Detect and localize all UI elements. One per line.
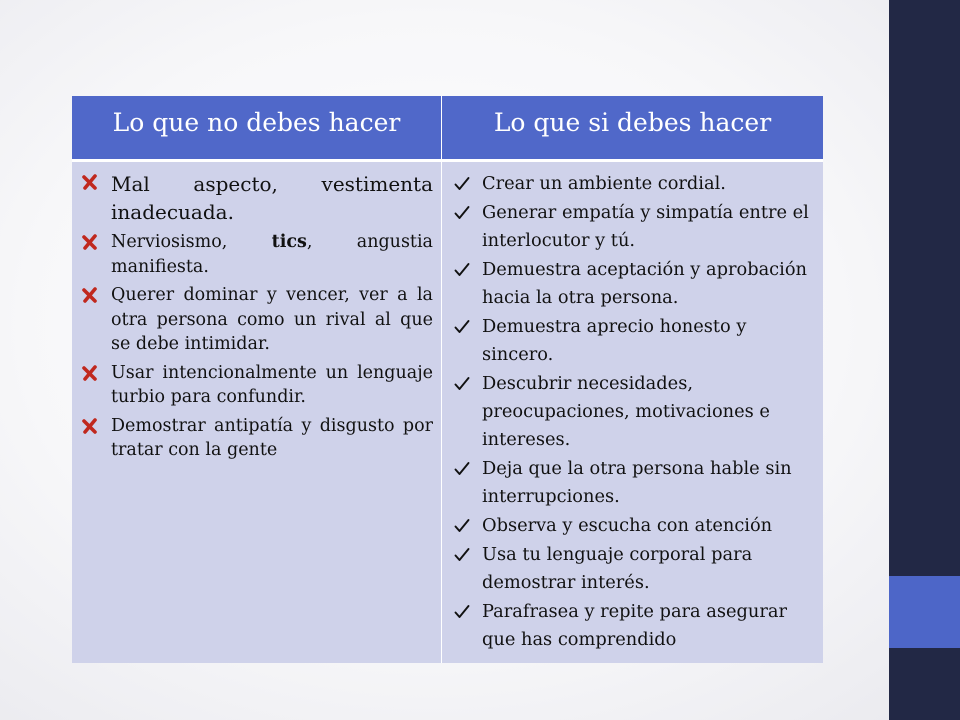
list-item: Mal aspecto, vestimenta inadecuada. [80, 170, 433, 226]
do-list [452, 170, 815, 654]
list-item: Nerviosismo, tics, angustia manifiesta. [80, 230, 433, 279]
list-item: Usa tu lenguaje corporal para demostrar interés. [452, 541, 815, 597]
list-item: Demuestra aceptación y aprobación hacia la otra persona. [452, 256, 815, 312]
do-cell [442, 162, 823, 663]
check-icon [454, 205, 470, 221]
header-dont-label: Lo que no debes hacer [112, 108, 401, 137]
list-item: Generar empatía y simpatía entre el interlocutor y tú. [452, 199, 815, 255]
dont-cell [72, 162, 442, 663]
cross-icon [82, 234, 98, 250]
list-item: Parafrasea y repite para asegurar que has comprendido [452, 598, 815, 654]
check-icon [454, 518, 470, 534]
list-item: Usar intencionalmente un lenguaje turbio para confundir. [80, 361, 433, 410]
check-icon [454, 176, 470, 192]
list-item: Demostrar antipatía y disgusto por tratar con la gente [80, 414, 433, 463]
check-icon [454, 319, 470, 335]
list-item: Deja que la otra persona hable sin interrupciones. [452, 455, 815, 511]
cross-icon [82, 174, 98, 190]
list-item: Querer dominar y vencer, ver a la otra persona como un rival al que se debe intimidar. [80, 283, 433, 357]
cross-icon [82, 365, 98, 381]
dont-list [80, 170, 433, 463]
check-icon [454, 262, 470, 278]
list-item: Observa y escucha con atención [452, 512, 815, 540]
cross-icon [82, 287, 98, 303]
side-accent-block [889, 576, 960, 648]
comparison-table [72, 96, 823, 663]
check-icon [454, 547, 470, 563]
header-do-label: Lo que si debes hacer [493, 108, 772, 137]
cross-icon [82, 418, 98, 434]
header-do [442, 96, 823, 162]
header-dont [72, 96, 442, 162]
check-icon [454, 604, 470, 620]
check-icon [454, 376, 470, 392]
list-item: Demuestra aprecio honesto y sincero. [452, 313, 815, 369]
check-icon [454, 461, 470, 477]
list-item: Descubrir necesidades, preocupaciones, motivaciones e intereses. [452, 370, 815, 454]
list-item: Crear un ambiente cordial. [452, 170, 815, 198]
